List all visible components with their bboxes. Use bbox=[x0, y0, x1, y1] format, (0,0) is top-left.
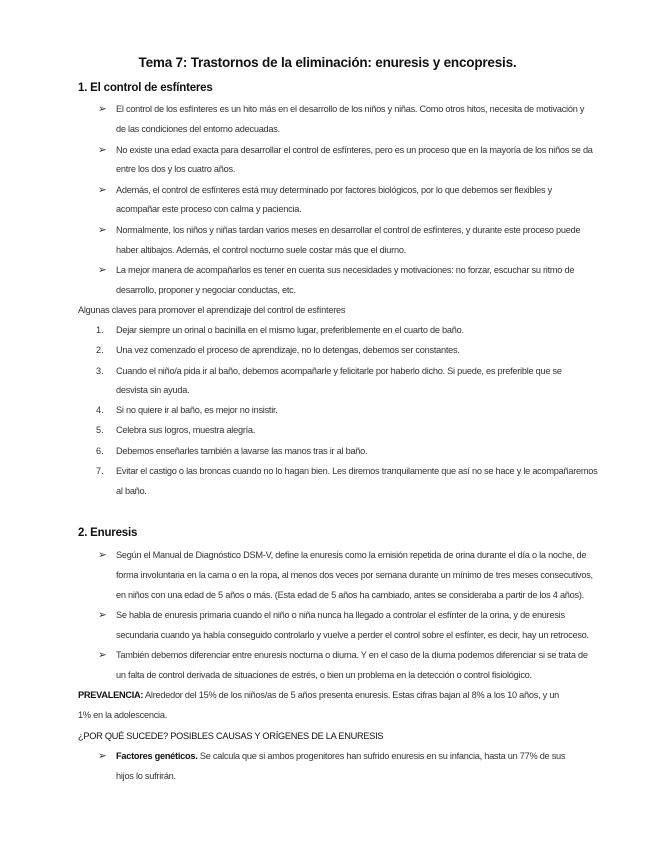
arrow-bullet-icon: ➢ bbox=[98, 264, 107, 276]
bullet-line: entre los dos y los cuatro años. bbox=[116, 164, 236, 174]
prevalence-line bbox=[78, 686, 559, 706]
arrow-bullet-icon: ➢ bbox=[98, 184, 107, 196]
list-item-line: Si no quiere ir al baño, es mejor no insistir. bbox=[116, 405, 278, 415]
arrow-bullet-icon: ➢ bbox=[98, 609, 107, 621]
factor-text: Se calcula que si ambos progenitores han sufrido enuresis en su infancia, hasta un 77% de sus bbox=[197, 751, 566, 761]
arrow-bullet-icon: ➢ bbox=[98, 750, 107, 762]
list-number: 3. bbox=[96, 366, 104, 376]
section-heading-enuresis: 2. Enuresis bbox=[78, 527, 138, 539]
arrow-bullet-icon: ➢ bbox=[98, 649, 107, 661]
bullet-line: La mejor manera de acompañarlos es tener en cuenta sus necesidades y motivaciones: no forzar, escuchar su ritmo de bbox=[116, 265, 575, 275]
bullet-line: No existe una edad exacta para desarrollar el control de esfínteres, pero es un proceso que en la mayoría de los niños se da bbox=[116, 145, 593, 155]
list-item-line: al baño. bbox=[116, 486, 147, 496]
bullet-line: Se habla de enuresis primaria cuando el niño o niña nunca ha llegado a controlar el esfínter de la orina, y de enuresis bbox=[116, 610, 565, 620]
bullet-line: También debemos diferenciar entre enuresis nocturna o diurna. Y en el caso de la diurna podemos diferenciar si se trata de bbox=[116, 650, 588, 660]
list-number: 1. bbox=[96, 325, 104, 335]
keys-intro: Algunas claves para promover el aprendizaje del control de esfínteres bbox=[78, 305, 346, 315]
list-item-line: desvista sin ayuda. bbox=[116, 385, 190, 395]
list-number: 6. bbox=[96, 446, 104, 456]
section-heading-control-esfinteres: 1. El control de esfínteres bbox=[78, 82, 213, 94]
list-item-line: Celebra sus logros, muestra alegría. bbox=[116, 425, 256, 435]
list-number: 7. bbox=[96, 466, 104, 476]
arrow-bullet-icon: ➢ bbox=[98, 549, 107, 561]
factor-line bbox=[116, 747, 565, 767]
bullet-line: de las condiciones del entorno adecuadas. bbox=[116, 124, 280, 134]
causes-heading: ¿POR QUÉ SUCEDE? POSIBLES CAUSAS Y ORÍGENES DE LA ENURESIS bbox=[78, 731, 384, 741]
bullet-line: El control de los esfínteres es un hito más en el desarrollo de los niños y niñas. Como otros hitos, necesita de motivación y bbox=[116, 104, 585, 114]
arrow-bullet-icon: ➢ bbox=[98, 144, 107, 156]
document-title: Tema 7: Trastornos de la eliminación: enuresis y encopresis. bbox=[138, 55, 517, 70]
list-item-line: Una vez comenzado el proceso de aprendizaje, no lo detengas, debemos ser constantes. bbox=[116, 345, 460, 355]
factor-label: Factores genéticos. bbox=[116, 751, 198, 761]
list-item-line: Debemos enseñarles también a lavarse las manos tras ir al baño. bbox=[116, 446, 368, 456]
list-number: 2. bbox=[96, 345, 104, 355]
bullet-line: Normalmente, los niños y niñas tardan varios meses en desarrollar el control de esfínteres, y durante este proceso puede bbox=[116, 225, 581, 235]
prevalence-text: Alrededor del 15% de los niños/as de 5 años presenta enuresis. Estas cifras bajan al 8% a los 10 años, y un bbox=[143, 690, 560, 700]
bullet-line: desarrollo, proponer y negociar conductas, etc. bbox=[116, 285, 296, 295]
list-item-line: Cuando el niño/a pida ir al baño, debemos acompañarle y felicitarle por haberlo dicho. Si puede, es preferible que se bbox=[116, 366, 562, 376]
bullet-line: un falta de control derivada de situaciones de estrés, o bien un problema en la detección o control fisiológico. bbox=[116, 670, 532, 680]
bullet-line: acompañar este proceso con calma y paciencia. bbox=[116, 204, 302, 214]
bullet-line: haber altibajos. Además, el control nocturno suele costar más que el diurno. bbox=[116, 245, 406, 255]
prevalence-line-2: 1% en la adolescencia. bbox=[78, 710, 167, 720]
list-number: 4. bbox=[96, 405, 104, 415]
list-number: 5. bbox=[96, 425, 104, 435]
list-item-line: Evitar el castigo o las broncas cuando no lo hagan bien. Les diremos tranquilamente que así no se hace y le acompañaremos bbox=[116, 466, 598, 476]
list-item-line: Dejar siempre un orinal o bacinilla en el mismo lugar, preferiblemente en el cuarto de baño. bbox=[116, 325, 464, 335]
bullet-line: forma involuntaria en la cama o en la ropa, al menos dos veces por semana durante un mínimo de tres meses consecutivos, bbox=[116, 570, 593, 580]
bullet-line: Además, el control de esfínteres está muy determinado por factores biológicos, por lo que debemos ser flexibles y bbox=[116, 185, 552, 195]
arrow-bullet-icon: ➢ bbox=[98, 103, 107, 115]
arrow-bullet-icon: ➢ bbox=[98, 224, 107, 236]
prevalence-label: PREVALENCIA: bbox=[78, 690, 144, 700]
factor-line-2: hijos lo sufrirán. bbox=[116, 771, 176, 781]
bullet-line: en niños con una edad de 5 años o más. (Esta edad de 5 años ha cambiado, antes se consideraba a partir de los 4 años). bbox=[116, 590, 584, 600]
bullet-line: Según el Manual de Diagnóstico DSM-V, define la enuresis como la emisión repetida de orina durante el día o la noche, de bbox=[116, 550, 587, 560]
bullet-line: secundaria cuando ya había conseguido controlarlo y vuelve a perder el control sobre el esfínter, es decir, hay un retroceso. bbox=[116, 630, 589, 640]
